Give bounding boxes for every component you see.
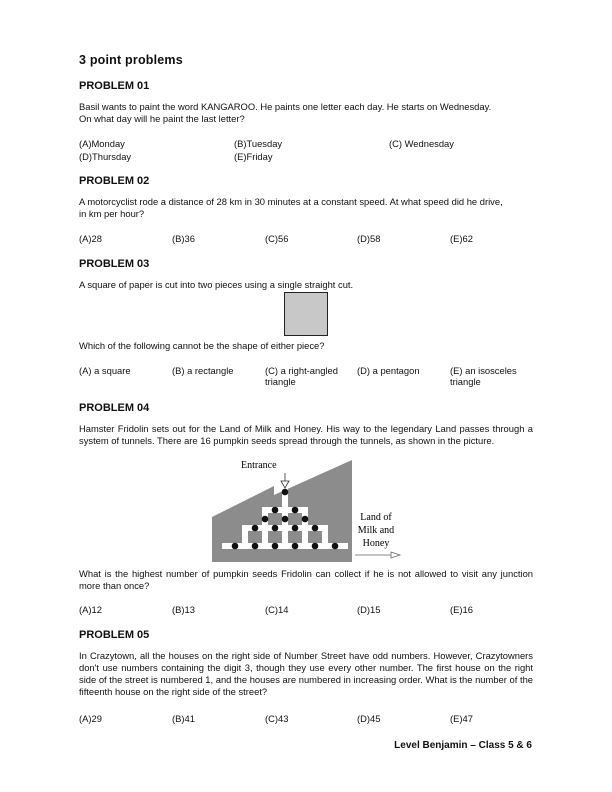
problem-02-option-d: (D)58	[357, 233, 381, 244]
problem-05-option-c: (C)43	[265, 713, 289, 724]
problem-02-line-2: in km per hour?	[79, 208, 145, 219]
pumpkin-seed	[292, 507, 299, 514]
problem-03-option-b: (B) a rectangle	[172, 365, 234, 376]
pumpkin-seed	[262, 516, 269, 523]
problem-01-line-2: On what day will he paint the last letter?	[79, 113, 245, 124]
problem-04-option-c: (C)14	[265, 604, 289, 615]
problem-01-option-d: (D)Thursday	[79, 151, 132, 162]
problem-01-text	[79, 101, 533, 125]
problem-03-question: Which of the following cannot be the shape of either piece?	[79, 340, 325, 351]
problem-02-title: PROBLEM 02	[79, 175, 150, 187]
problem-04-title: PROBLEM 04	[79, 402, 150, 414]
pumpkin-seed	[252, 543, 259, 550]
pumpkin-seed	[252, 525, 259, 532]
pumpkin-seed	[272, 543, 279, 550]
problem-03-title: PROBLEM 03	[79, 258, 150, 270]
problem-02-option-c: (C)56	[265, 233, 289, 244]
problem-02-option-a: (A)28	[79, 233, 102, 244]
problem-03-option-e: (E) an isosceles triangle	[450, 365, 517, 387]
pumpkin-seed	[282, 489, 289, 496]
problem-03-option-c: (C) a right-angled triangle	[265, 365, 338, 387]
problem-04-text: Hamster Fridolin sets out for the Land of Milk and Honey. His way to the legendary Land passes through a system of tunnels. There are 16 pumpkin seeds spread through the tunnels, as shown in the picture.	[79, 423, 533, 446]
problem-05-option-d: (D)45	[357, 713, 381, 724]
pumpkin-seed	[272, 507, 279, 514]
destination-label-line-2: Milk and	[357, 525, 395, 536]
problem-04-option-a: (A)12	[79, 604, 102, 615]
problem-05-title: PROBLEM 05	[79, 629, 150, 641]
destination-label-line-3: Honey	[362, 538, 390, 549]
pumpkin-seed	[302, 516, 309, 523]
problem-03-option-a: (A) a square	[79, 365, 131, 376]
section-title: 3 point problems	[79, 53, 183, 67]
problem-03-text: A square of paper is cut into two pieces using a single straight cut.	[79, 279, 354, 290]
problem-05-option-b: (B)41	[172, 713, 195, 724]
tunnel-diagram	[205, 455, 410, 567]
exit-arrow	[355, 552, 400, 558]
problem-04-option-d: (D)15	[357, 604, 381, 615]
problem-02-line-1: A motorcyclist rode a distance of 28 km in 30 minutes at a constant speed. At what speed did he drive,	[79, 196, 503, 207]
pumpkin-seed	[232, 543, 239, 550]
pumpkin-seed	[282, 516, 289, 523]
problem-01-title: PROBLEM 01	[79, 80, 150, 92]
problem-02-text	[79, 196, 533, 220]
problem-01-option-e: (E)Friday	[234, 151, 273, 162]
problem-05-option-e: (E)47	[450, 713, 473, 724]
problem-01-option-c: (C) Wednesday	[389, 138, 454, 149]
entrance-arrow	[281, 473, 289, 488]
entrance-label: Entrance	[241, 460, 277, 471]
problem-04-option-e: (E)16	[450, 604, 473, 615]
destination-label-line-1: Land of	[360, 512, 392, 523]
pumpkin-seed	[272, 525, 279, 532]
pumpkin-seed	[292, 525, 299, 532]
problem-01-option-a: (A)Monday	[79, 138, 125, 149]
pumpkin-seed	[292, 543, 299, 550]
pumpkin-seed	[312, 543, 319, 550]
problem-01-line-1: Basil wants to paint the word KANGAROO. He paints one letter each day. He starts on Wednesday.	[79, 101, 492, 112]
problem-01-option-b: (B)Tuesday	[234, 138, 283, 149]
pumpkin-seed	[332, 543, 339, 550]
problem-04-question: What is the highest number of pumpkin seeds Fridolin can collect if he is not allowed to visit any junction more than once?	[79, 568, 533, 591]
paper-square-figure	[284, 292, 328, 336]
problem-02-option-b: (B)36	[172, 233, 195, 244]
page-footer: Level Benjamin – Class 5 & 6	[394, 740, 532, 751]
problem-04-option-b: (B)13	[172, 604, 195, 615]
problem-02-option-e: (E)62	[450, 233, 473, 244]
problem-05-option-a: (A)29	[79, 713, 102, 724]
problem-05-text: In Crazytown, all the houses on the right side of Number Street have odd numbers. However, Crazytowners don't use numbers containing the digit 3, though they use every other number. The first house on the right side of the street is numbered 1, and the houses are numbered in increasing order. What is the number of the fifteenth house on the right side of the street?	[79, 650, 533, 697]
problem-03-option-d: (D) a pentagon	[357, 365, 420, 376]
pumpkin-seed	[312, 525, 319, 532]
